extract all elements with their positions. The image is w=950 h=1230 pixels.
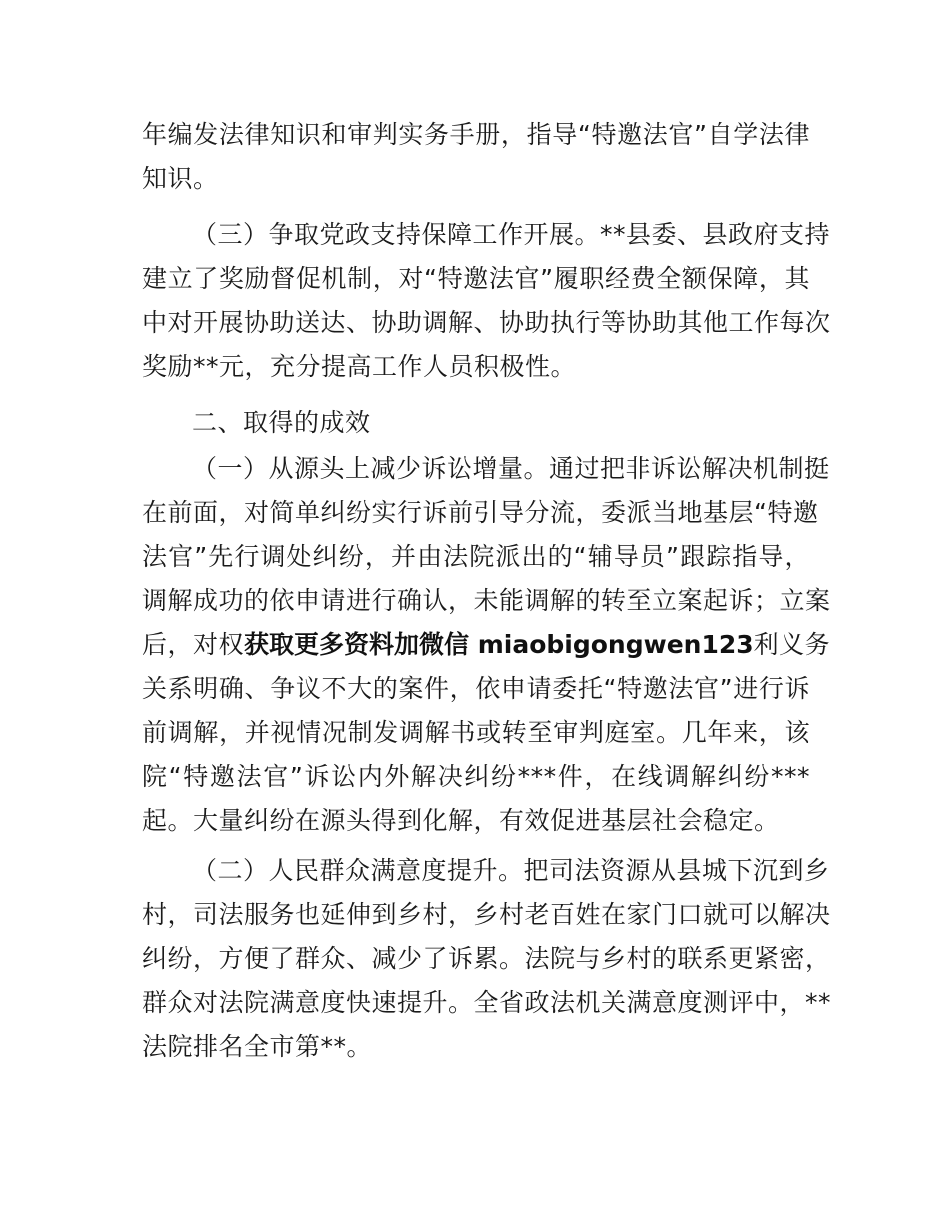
paragraph-line: 村，司法服务也延伸到乡村，乡村老百姓在家门口就可以解决 (142, 900, 831, 929)
paragraph-line: 建立了奖励督促机制，对“特邀法官”履职经费全额保障，其 (142, 264, 810, 293)
paragraph-line: 在前面，对简单纠纷实行诉前引导分流，委派当地基层“特邀 (142, 498, 819, 527)
line-text-before: 后，对权 (142, 630, 245, 659)
paragraph-line: 奖励**元，充分提高工作人员积极性。 (142, 352, 577, 381)
paragraph-line: 纠纷，方便了群众、减少了诉累。法院与乡村的联系更紧密， (142, 944, 831, 973)
paragraph-line: （一）从源头上减少诉讼增量。通过把非诉讼解决机制挺 (192, 454, 830, 483)
paragraph-line: （三）争取党政支持保障工作开展。**县委、县政府支持 (192, 220, 831, 249)
paragraph-line: 群众对法院满意度快速提升。全省政法机关满意度测评中，** (142, 988, 832, 1017)
paragraph-line: 年编发法律知识和审判实务手册，指导“特邀法官”自学法律 (142, 120, 810, 149)
paragraph-line: 起。大量纠纷在源头得到化解，有效促进基层社会稳定。 (142, 806, 780, 835)
paragraph-line: 知识。 (142, 164, 219, 193)
watermark-text: 获取更多资料加微信 miaobigongwen123 (244, 630, 754, 659)
line-text-after: 利义务 (753, 630, 831, 659)
paragraph-line: 院“特邀法官”诉讼内外解决纠纷***件，在线调解纠纷*** (142, 762, 810, 791)
paragraph-line-with-watermark (142, 625, 831, 665)
paragraph-line: 法院排名全市第**。 (142, 1032, 373, 1061)
paragraph-line: （二）人民群众满意度提升。把司法资源从县城下沉到乡 (192, 856, 830, 885)
paragraph-line: 关系明确、争议不大的案件，依申请委托“特邀法官”进行诉 (142, 674, 810, 703)
paragraph-line: 前调解，并视情况制发调解书或转至审判庭室。几年来，该 (142, 718, 810, 747)
paragraph-line: 法官”先行调处纠纷，并由法院派出的“辅导员”跟踪指导， (142, 542, 810, 571)
paragraph-line: 中对开展协助送达、协助调解、协助执行等协助其他工作每次 (142, 308, 831, 337)
paragraph-line: 调解成功的依申请进行确认，未能调解的转至立案起诉；立案 (142, 586, 831, 615)
section-heading: 二、取得的成效 (192, 408, 371, 437)
